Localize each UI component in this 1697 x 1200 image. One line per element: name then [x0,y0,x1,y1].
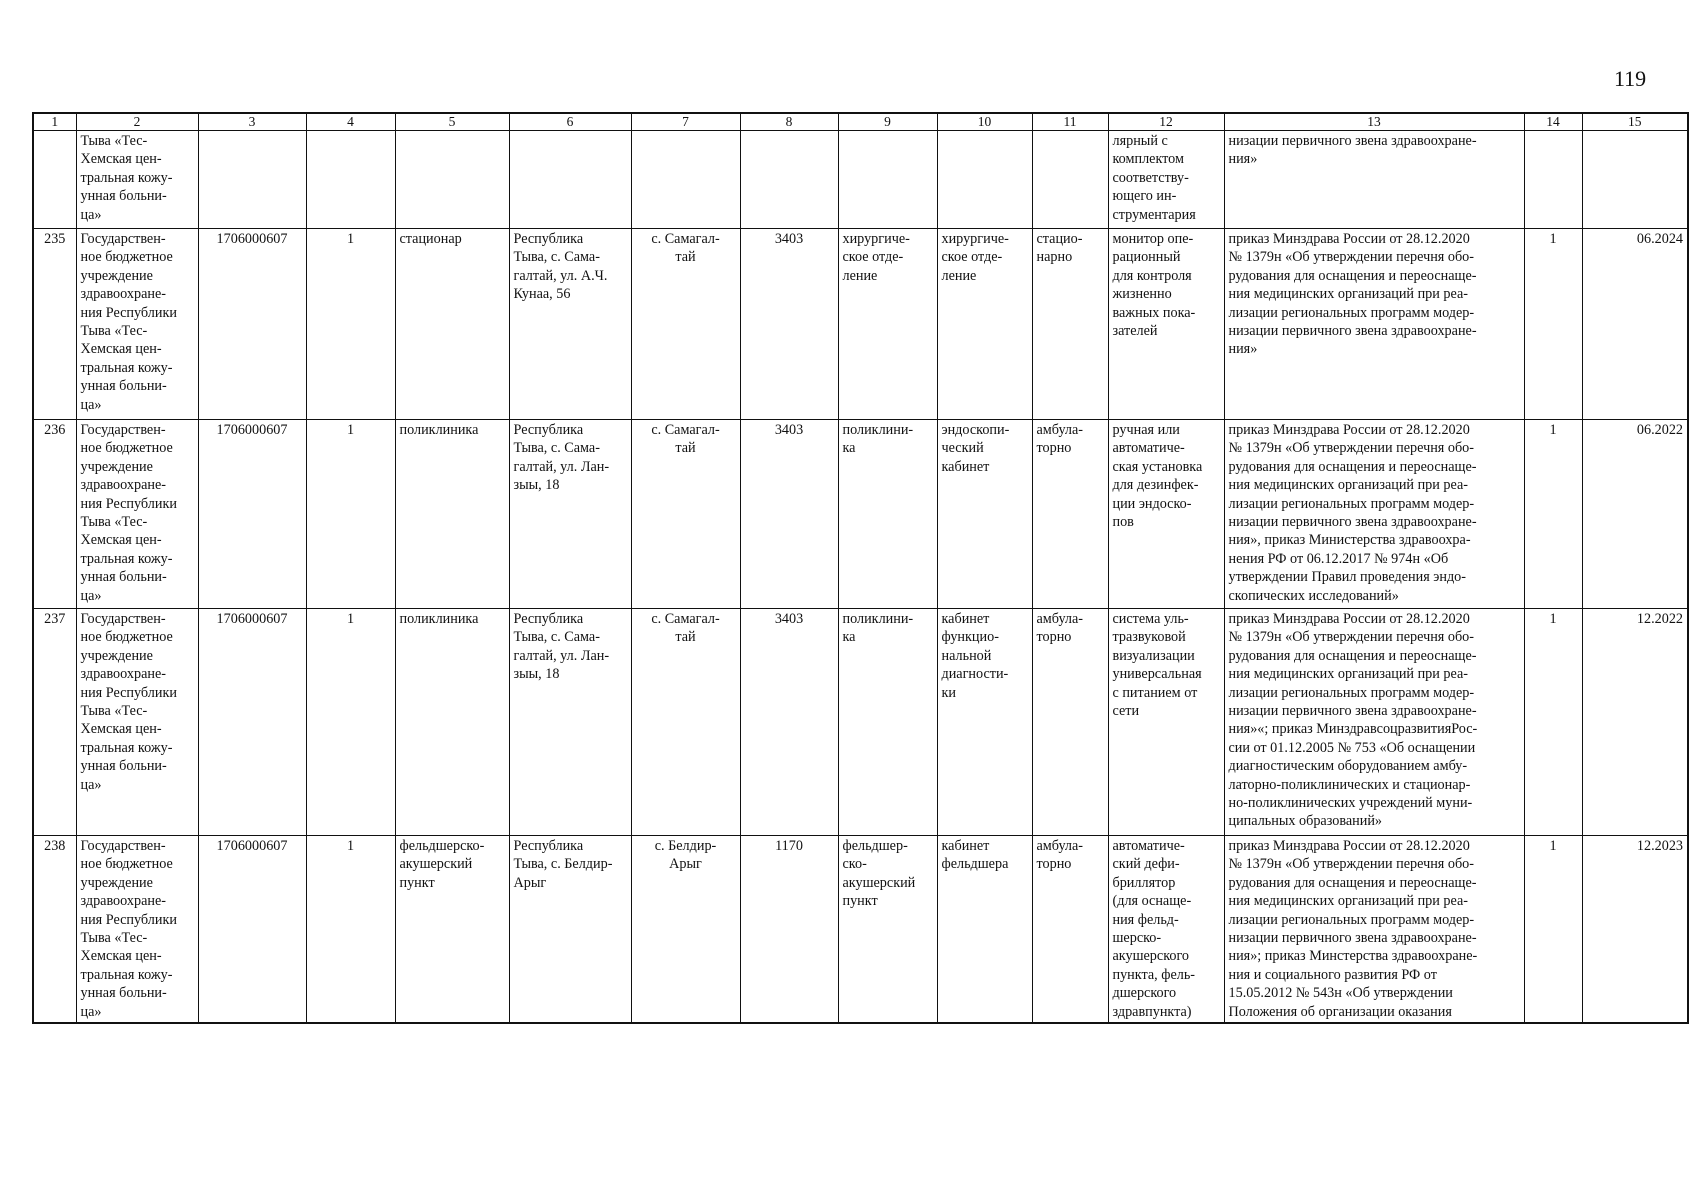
date-cell: 06.2024 [1582,229,1688,420]
code-cell: 3403 [740,229,838,420]
inn-cell: 1706000607 [198,609,306,836]
col4-cell: 1 [306,229,395,420]
table-row [33,229,1688,420]
equipment-table [32,112,1689,1024]
mode-cell: амбула- торно [1032,609,1108,836]
column-header: 7 [631,113,740,131]
department-cell: поликлини- ка [838,609,937,836]
column-header: 5 [395,113,509,131]
address-cell: Республика Тыва, с. Сама- галтай, ул. Лан- зыы, 18 [509,609,631,836]
quantity-cell [1524,131,1582,229]
facility-type-cell: поликлиника [395,609,509,836]
row-number-cell: 235 [33,229,76,420]
col4-cell [306,131,395,229]
column-header: 13 [1224,113,1524,131]
quantity-cell: 1 [1524,420,1582,609]
legal-basis-cell: приказ Минздрава России от 28.12.2020 № 1379н «Об утверждении перечня обо- рудования для оснащения и переоснаще- ния медицинских организаций при реа- лизации региональных программ модер- низации первичного звена здравоохране- ния», приказ Министерства здравоохра- нения РФ от 06.12.2017 № 974н «Об утверждении Правил проведения эндо- скопических исследований» [1224,420,1524,609]
column-header: 9 [838,113,937,131]
column-header: 8 [740,113,838,131]
facility-type-cell [395,131,509,229]
row-number-cell [33,131,76,229]
inn-cell [198,131,306,229]
unit-cell: кабинет функцио- нальной диагности- ки [937,609,1032,836]
table-row [33,609,1688,836]
column-header: 1 [33,113,76,131]
inn-cell: 1706000607 [198,420,306,609]
col4-cell: 1 [306,609,395,836]
department-cell [838,131,937,229]
column-header: 2 [76,113,198,131]
legal-basis-cell: приказ Минздрава России от 28.12.2020 № 1379н «Об утверждении перечня обо- рудования для оснащения и переоснаще- ния медицинских организаций при реа- лизации региональных программ модер- низации первичного звена здравоохране- ния»«; приказ МинздравсоцразвитияРос- сии от 01.12.2005 № 753 «Об оснащении диагностическим оборудованием амбу- латорно-поликлинических и стационар- но-поликлинических учреждений муни- ципальных образований» [1224,609,1524,836]
department-cell: хирургиче- ское отде- ление [838,229,937,420]
organization-cell: Государствен- ное бюджетное учреждение здравоохране- ния Республики Тыва «Тес- Хемская цен- тральная кожу- унная больни- ца» [76,836,198,1024]
unit-cell: хирургиче- ское отде- ление [937,229,1032,420]
table-row-continuation [33,131,1688,229]
unit-cell [937,131,1032,229]
locality-cell: с. Белдир- Арыг [631,836,740,1024]
address-cell: Республика Тыва, с. Белдир- Арыг [509,836,631,1024]
equipment-cell: система уль- тразвуковой визуализации универсальная с питанием от сети [1108,609,1224,836]
column-header: 10 [937,113,1032,131]
quantity-cell: 1 [1524,609,1582,836]
mode-cell: амбула- торно [1032,420,1108,609]
address-cell: Республика Тыва, с. Сама- галтай, ул. А.Ч. Кунаа, 56 [509,229,631,420]
col4-cell: 1 [306,420,395,609]
department-cell: поликлини- ка [838,420,937,609]
column-header: 11 [1032,113,1108,131]
mode-cell: амбула- торно [1032,836,1108,1024]
locality-cell [631,131,740,229]
mode-cell [1032,131,1108,229]
facility-type-cell: фельдшерско- акушерский пункт [395,836,509,1024]
mode-cell: стацио- нарно [1032,229,1108,420]
date-cell: 12.2022 [1582,609,1688,836]
department-cell: фельдшер- ско- акушерский пункт [838,836,937,1024]
organization-cell: Тыва «Тес- Хемская цен- тральная кожу- унная больни- ца» [76,131,198,229]
code-cell: 1170 [740,836,838,1024]
code-cell: 3403 [740,420,838,609]
column-header: 6 [509,113,631,131]
equipment-cell: автоматиче- ский дефи- бриллятор (для оснаще- ния фельд- шерско- акушерского пункта, фель- дшерского здравпункта) [1108,836,1224,1024]
date-cell: 06.2022 [1582,420,1688,609]
legal-basis-cell: низации первичного звена здравоохране- ния» [1224,131,1524,229]
inn-cell: 1706000607 [198,836,306,1024]
code-cell [740,131,838,229]
address-cell: Республика Тыва, с. Сама- галтай, ул. Лан- зыы, 18 [509,420,631,609]
locality-cell: с. Самагал- тай [631,609,740,836]
code-cell: 3403 [740,609,838,836]
organization-cell: Государствен- ное бюджетное учреждение здравоохране- ния Республики Тыва «Тес- Хемская цен- тральная кожу- унная больни- ца» [76,229,198,420]
address-cell [509,131,631,229]
column-header: 15 [1582,113,1688,131]
locality-cell: с. Самагал- тай [631,229,740,420]
locality-cell: с. Самагал- тай [631,420,740,609]
column-header: 4 [306,113,395,131]
unit-cell: эндоскопи- ческий кабинет [937,420,1032,609]
legal-basis-cell: приказ Минздрава России от 28.12.2020 № 1379н «Об утверждении перечня обо- рудования для оснащения и переоснаще- ния медицинских организаций при реа- лизации региональных программ модер- низации первичного звена здравоохране- ния»; приказ Минстерства здравоохране- ния и социального развития РФ от 15.05.2012 № 543н «Об утверждении Положения об организации оказания [1224,836,1524,1024]
quantity-cell: 1 [1524,836,1582,1024]
date-cell: 12.2023 [1582,836,1688,1024]
unit-cell: кабинет фельдшера [937,836,1032,1024]
col4-cell: 1 [306,836,395,1024]
page-number: 119 [1614,66,1647,91]
column-header: 3 [198,113,306,131]
organization-cell: Государствен- ное бюджетное учреждение здравоохране- ния Республики Тыва «Тес- Хемская цен- тральная кожу- унная больни- ца» [76,420,198,609]
date-cell [1582,131,1688,229]
row-number-cell: 237 [33,609,76,836]
legal-basis-cell: приказ Минздрава России от 28.12.2020 № 1379н «Об утверждении перечня обо- рудования для оснащения и переоснаще- ния медицинских организаций при реа- лизации региональных программ модер- низации первичного звена здравоохране- ния» [1224,229,1524,420]
equipment-cell: лярный с комплектом соответству- ющего ин- струментария [1108,131,1224,229]
row-number-cell: 236 [33,420,76,609]
facility-type-cell: стационар [395,229,509,420]
header-row [33,113,1688,131]
column-header: 14 [1524,113,1582,131]
equipment-cell: ручная или автоматиче- ская установка для дезинфек- ции эндоско- пов [1108,420,1224,609]
table-row [33,420,1688,609]
inn-cell: 1706000607 [198,229,306,420]
organization-cell: Государствен- ное бюджетное учреждение здравоохране- ния Республики Тыва «Тес- Хемская цен- тральная кожу- унная больни- ца» [76,609,198,836]
table-row [33,836,1688,1024]
quantity-cell: 1 [1524,229,1582,420]
facility-type-cell: поликлиника [395,420,509,609]
column-header: 12 [1108,113,1224,131]
row-number-cell: 238 [33,836,76,1024]
equipment-cell: монитор опе- рационный для контроля жизненно важных пока- зателей [1108,229,1224,420]
